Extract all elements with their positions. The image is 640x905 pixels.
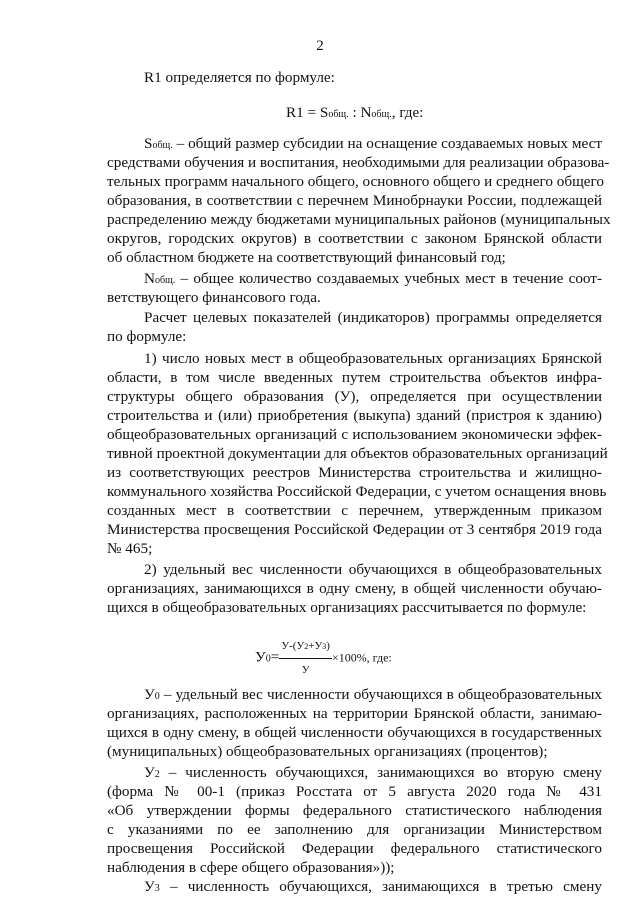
item1-line: коммунального хозяйства Российской Федерации, с учетом оснащения вновь <box>107 483 607 500</box>
u0-def-line: организациях, расположенных на территории Брянской области, занимаю- <box>107 705 602 722</box>
calc-intro-line: Расчет целевых показателей (индикаторов) программы определяется <box>144 309 602 326</box>
item1-line: из соответствующих реестров Министерства строительства и жилищно- <box>107 464 602 481</box>
item2-line: организациях, занимающихся в одну смену, в общей численности обучаю- <box>107 580 602 597</box>
sobsh-def-line: тельных программ начального общего, основного общего и среднего общего <box>107 173 604 190</box>
u2-def-line: с указаниями по ее заполнению для организации Министерством <box>107 821 602 838</box>
sobsh-def-line: средствами обучения и воспитания, необходимыми для реализации образова- <box>107 154 610 171</box>
item2-line: щихся в общеобразовательных организациях рассчитывается по формуле: <box>107 599 587 616</box>
formula-r1: R1 = Sобщ. : Nобщ., где: <box>286 104 424 121</box>
item1-line: области, в том числе введенных путем строительства объектов инфра- <box>107 369 602 386</box>
u2-def-line: просвещения Российской Федерации федерального статистического <box>107 840 602 857</box>
nobsh-def-line: Nобщ. – общее количество создаваемых учебных мест в течение соот- <box>144 270 603 287</box>
u2-def-line: У2 – численность обучающихся, занимающихся во вторую смену <box>144 764 602 781</box>
u2-def-line: (форма № 00-1 (приказ Росстата от 5 августа 2020 года № 431 <box>107 783 602 800</box>
sobsh-def-line: распределению между бюджетами муниципальных районов (муниципальных <box>107 211 611 228</box>
formula-u0: У0= $\frac{У-(У2+У3)}{У}$ ×100%, где: <box>255 636 392 680</box>
u2-def-line: «Об утверждении формы федерального статистического наблюдения <box>107 802 602 819</box>
item2-line: 2) удельный вес численности обучающихся в общеобразовательных <box>144 561 602 578</box>
nobsh-def-line: ветствующего финансового года. <box>107 289 321 306</box>
item1-line: Министерства просвещения Российской Федерации от 3 сентября 2019 года <box>107 521 602 538</box>
u0-def-line: щихся в одну смену, в общей численности обучающихся в государственных <box>107 724 602 741</box>
item1-line: 1) число новых мест в общеобразовательных организациях Брянской <box>144 350 602 367</box>
sobsh-def-line: Sобщ. – общий размер субсидии на оснащение создаваемых новых мест <box>144 135 602 152</box>
item1-line: № 465; <box>107 540 153 557</box>
sobsh-def-line: об областном бюджете на соответствующий финансовый год; <box>107 249 506 266</box>
u0-def-line: (муниципальных) общеобразовательных организациях (процентов); <box>107 743 548 760</box>
u3-def-line: У3 – численность обучающихся, занимающихся в третью смену <box>144 878 602 895</box>
u0-def-line: У0 – удельный вес численности обучающихся в общеобразовательных <box>144 686 602 703</box>
r1-intro: R1 определяется по формуле: <box>144 69 335 86</box>
item1-line: строительства и (или) приобретения (выкупа) зданий (пристроя к зданию) <box>107 407 602 424</box>
u2-def-line: наблюдения в сфере общего образования»)); <box>107 859 395 876</box>
sobsh-def-line: округов, городских округов) в соответствии с законом Брянской области <box>107 230 602 247</box>
item1-line: общеобразовательных организаций с использованием экономически эффек- <box>107 426 602 443</box>
sobsh-def-line: образования, в соответствии с перечнем Минобрнауки России, подлежащей <box>107 192 602 209</box>
calc-intro-line: по формуле: <box>107 328 187 345</box>
page-number: 2 <box>316 38 324 54</box>
item1-line: созданных мест в соответствии с перечнем, утвержденным приказом <box>107 502 602 519</box>
item1-line: структуры общего образования (У), определяется при осуществлении <box>107 388 602 405</box>
item1-line: тивной проектной документации для объектов образовательных организаций <box>107 445 608 462</box>
formula-fraction: $\frac{У-(У2+У3)}{У}$ <box>279 636 332 680</box>
